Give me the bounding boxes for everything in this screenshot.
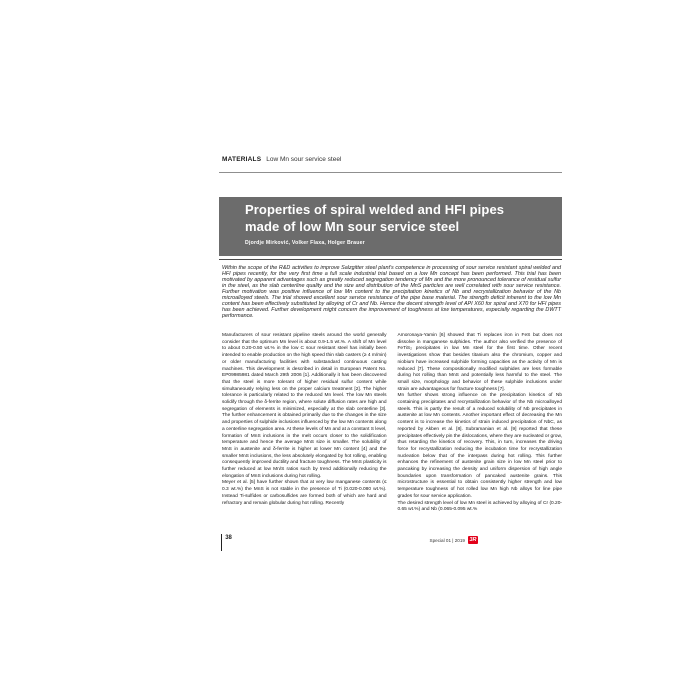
title-block-rule: [219, 259, 562, 260]
paragraph: The desired strength level of low Mn steel is achieved by alloying of Cr (0.20-0.65 wt.%) and Nb (0.065-0.095 wt.%: [397, 500, 562, 513]
page-number: 38: [225, 535, 232, 541]
footer-issue-group: [420, 536, 478, 544]
article-title-line1: Properties of spiral welded and HFI pipes: [245, 202, 505, 217]
topic-label: Low Mn sour service steel: [266, 156, 342, 163]
body-columns: [222, 333, 562, 514]
title-block: [219, 197, 562, 256]
issue-label: Special 01 | 2019: [429, 537, 465, 543]
article-authors: Djordje Mirković, Volker Flaxa, Holger Brauer: [245, 240, 365, 246]
header-rule: [219, 172, 562, 173]
category-label: MATERIALS: [222, 156, 262, 163]
article-title: [245, 202, 504, 235]
page-number-rule: [221, 534, 222, 551]
body-right-column: [398, 333, 563, 514]
journal-logo-icon: 3R: [469, 537, 477, 543]
article-title-line2: made of low Mn sour service steel: [245, 218, 460, 234]
paragraph: Manufacturers of sour resistant pipeline steels around the world generally consider that the optimum Mn level is about 0.9-1.5 wt.%. A shift of Mn level to about 0.20-0.50 wt.% in the low C sour resistant steel has initially been intended to enable production on the high speed thin slab casters (≥ 4 m/min) or older manufacturing facilities with substandard continuous casting machines. This development is described in detail in European Patent No. EP09985981 dated March 29th 2006 [1]. Additionally it has been discovered that the steel is more tolerant of higher residual sulfur content while simultaneously relying less on the proper calcium treatment [2]. The higher tolerance is particularly related to the reduced Mn level. The low Mn steels solidify through the δ-ferrite region, where solute diffusion rates are high and segregation of elements is minimized, especially at the slab centerline [3]. The further enhancement is obtained primarily due to the changes in the size and properties of sulphide inclusions influenced by the low Mn contents along a centerline segregation area. At these levels of Mn and at a constant S level, formation of MnS inclusions in the melt occurs closer to the solidification temperature and hence the average MnS size is smaller. The solubility of MnS in austenite and δ-ferrite is higher at lower Mn content [4] and the smaller MnS inclusions, the less absolutely elongated by hot rolling, enabling consequently improved ductility and fracture toughness. The MnS plasticity is further reduced at low Mn/S ratios such by trend additionally reducing the elongation of MnS inclusions during hot rolling.: [222, 333, 387, 479]
paragraph: Amoronaya-Yamin [6] showed that Ti replaces iron in FeS but does not dissolve in manganese sulphides. The author also verified the presence of FeTiS₂ precipitates in low Mn steel for the first time. Other recent investigations show that besides titanium also the chromium, copper and niobium have increased sulphide forming capacities as the activity of Mn is reduced [7]. These compositionally modified sulphides are less formable during hot rolling than MnS and potentially less harmful to the steel. The small size, morphology and behavior of these sulphide inclusions under strain are advantageous for fracture toughness [7].: [397, 333, 562, 392]
body-left-column: [222, 333, 387, 514]
paragraph: Mn further shows strong influence on the precipitation kinetics of Nb containing precipitates and recrystallization behavior of the Nb microalloyed steels. This is partly the result of a reduced solubility of Nb precipitates in austenite at low Mn contents. Another important effect of decreasing the Mn content is to increase the kinetics of strain induced precipitation of NbC, as reported by Akben et al. [8]. Subramanian et al. [9] reported that these precipitates effectively pin the dislocations, where they are nucleated or grow, thus retarding the kinetics of recovery. This, in turn, increases the driving force for recrystallization reducing the incubation time for recrystallization nucleation below that of the interpass during hot rolling. This further enhances the refinement of austenite grain size in low Mn steel prior to pancaking by increasing the density and uniform dispersion of high angle boundaries upon transformation of pancaked austenite grains. This microstructure is essential to obtain consistently higher strength and low temperature toughness of hot rolled low Mn high Nb alloys for line pipe grades for sour service application.: [397, 393, 562, 499]
page-header: [222, 156, 341, 163]
paragraph: Meyer et al. [5] have further shown that at very low manganese contents (≤ 0.3 wt.%) the MnS is not stable in the presence of Ti (0.020-0.080 wt.%). Instead Ti-sulfides or carbosulfides are formed both of which are hard and refractory and remain globular during hot rolling. Recently: [222, 480, 387, 506]
page-number-group: [221, 534, 232, 551]
abstract-text: Within the scope of the R&D activities to improve Salzgitter steel plant's competence in processing of sour service resistant spiral welded and HFI pipes recently, for the very first time a full scale industrial trial based on a low Mn concept has been performed. This trial has been motivated by apparent advantages such as greatly reduced segregation tendency of Mn and the more pronounced tolerance of residual sulfur in the steel, as the slab centerline quality and the size and distribution of the MnS particles are well correlated with sour service resistance. Further motivation was positive influence of low Mn content to the precipitation kinetics of Nb and recrystallization behavior of the Nb microalloyed steels. The trial showed excellent sour service resistance of the pipe base material. The strength deficit inherent to the low Mn content has been effectively substituted by alloying of Cr and Nb. Hence the decent strength level of API X60 for spiral and X70 for HFI pipes has been achieved. Further development might concern the improvement of toughness at low temperatures, especially regarding the DWTT performance.: [222, 265, 561, 320]
